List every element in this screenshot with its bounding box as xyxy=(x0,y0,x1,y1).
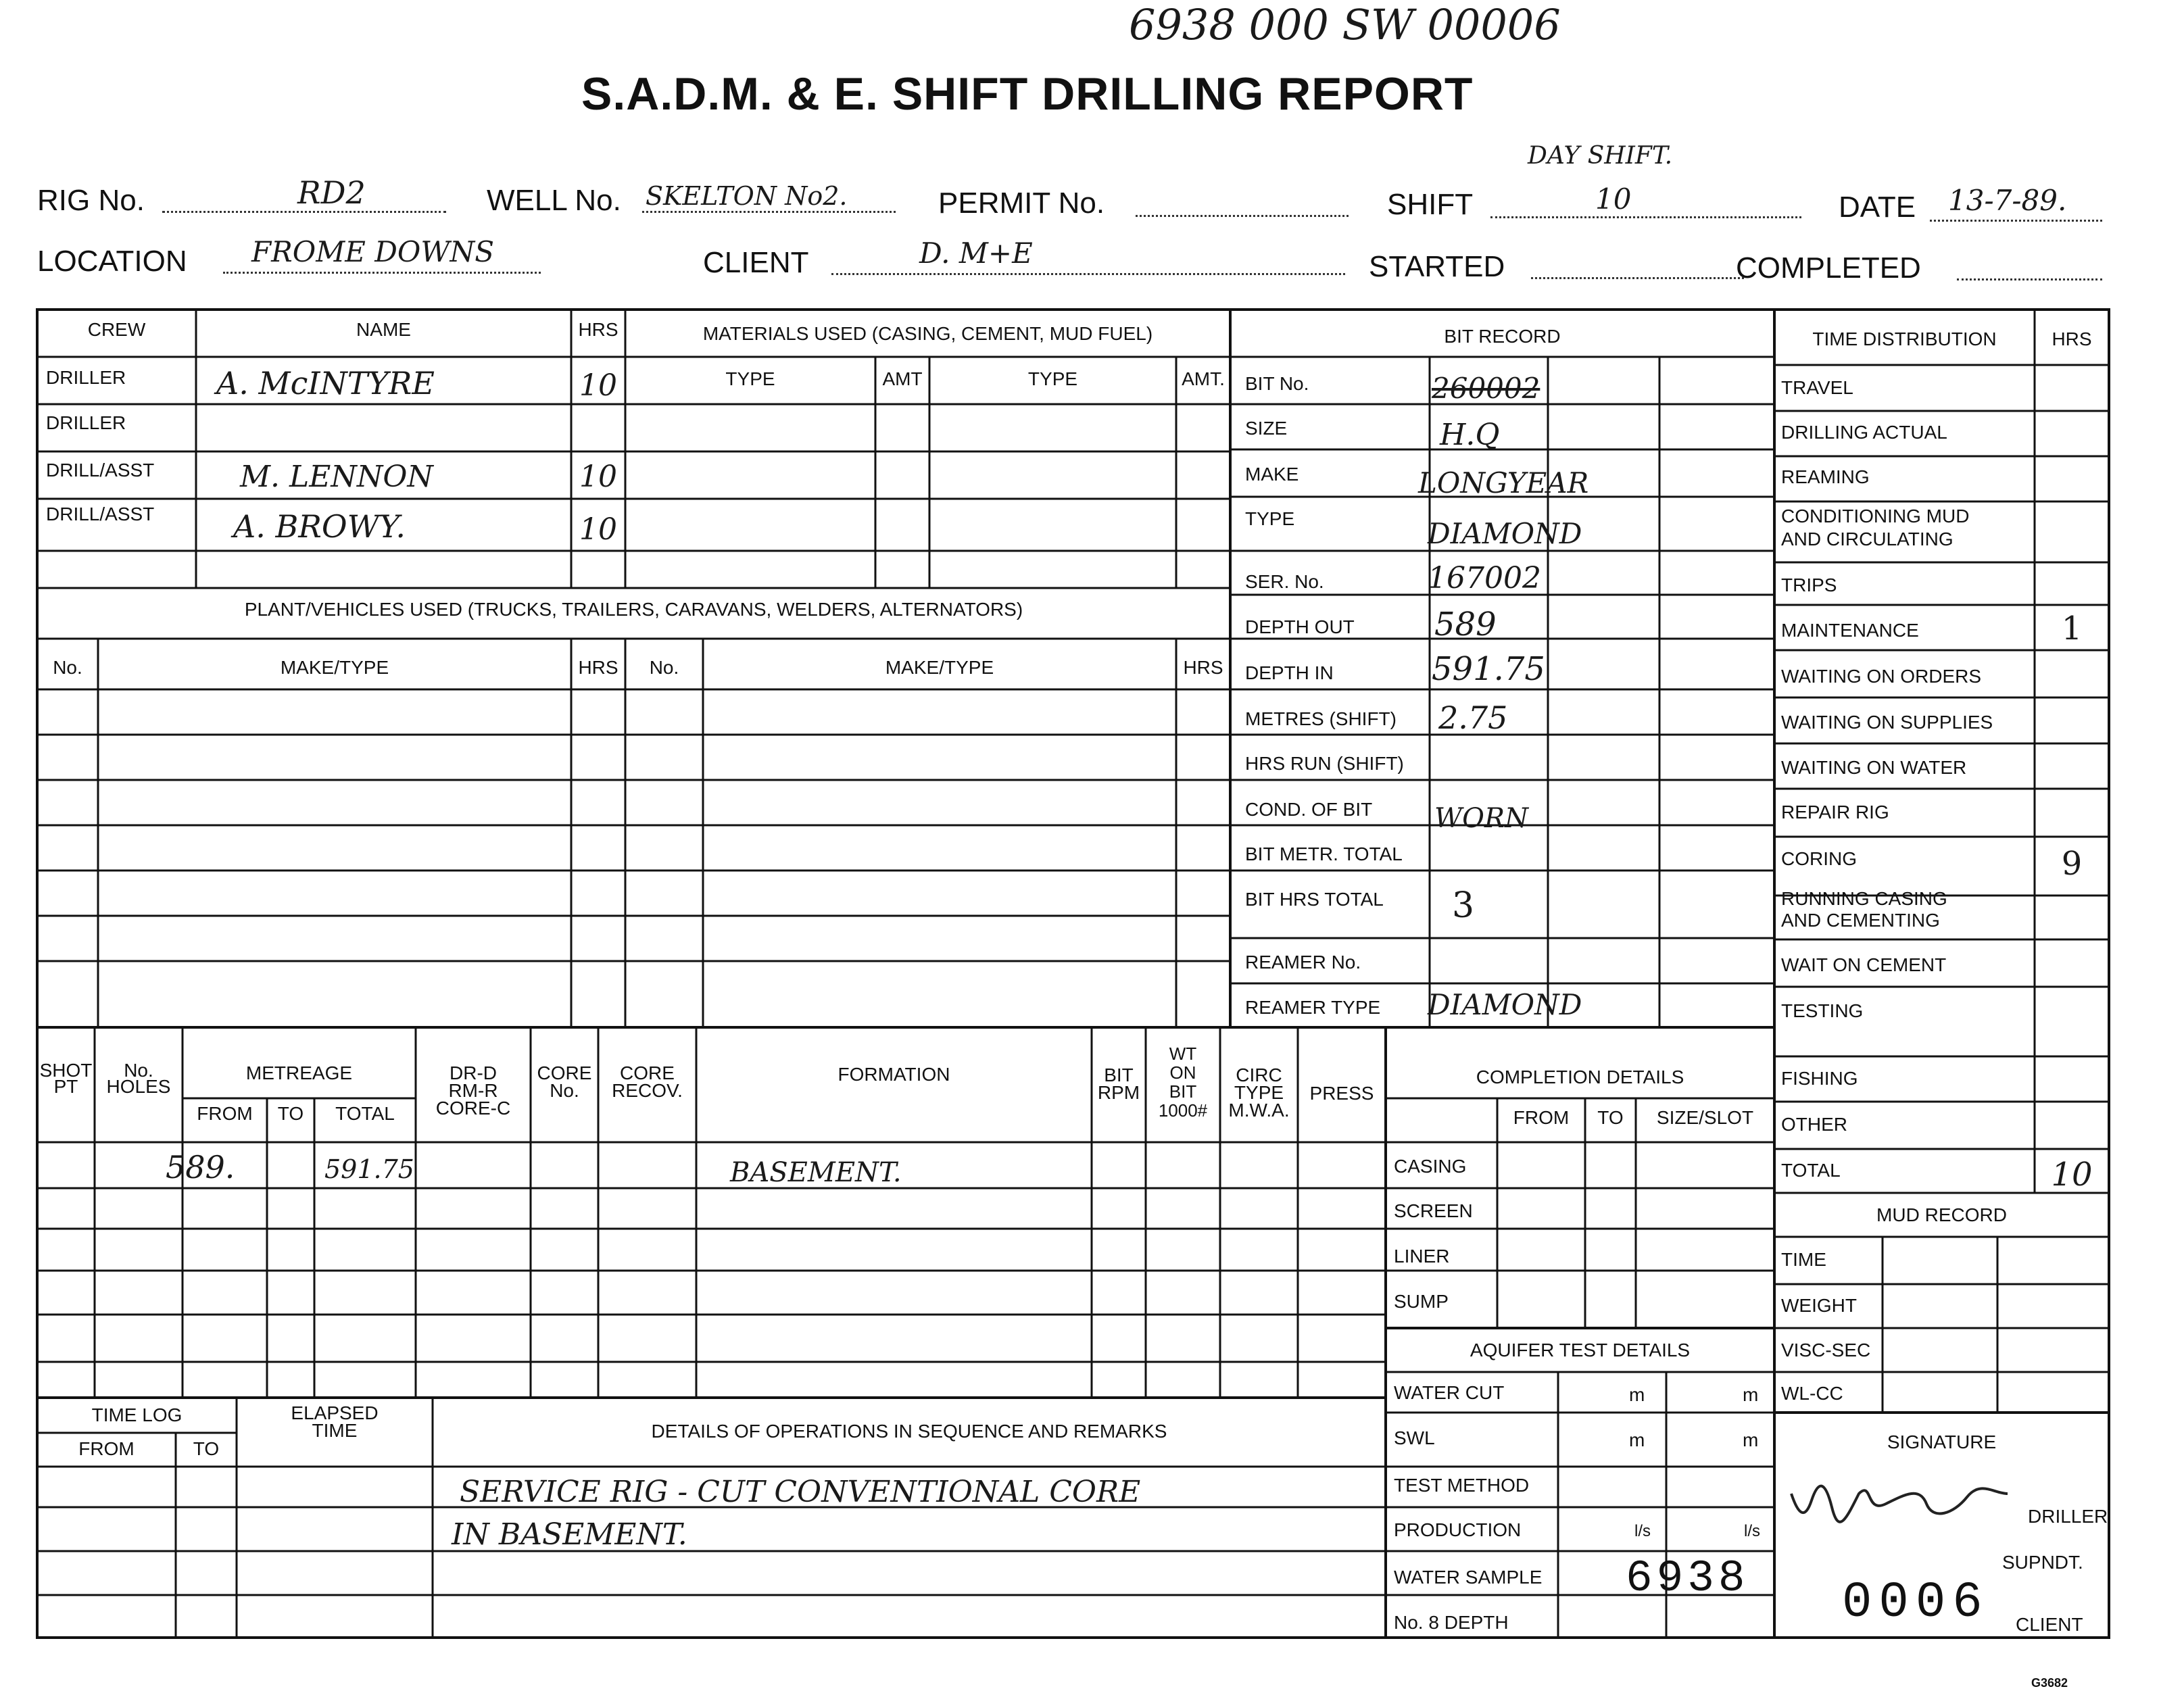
report-title: S.A.D.M. & E. SHIFT DRILLING REPORT xyxy=(581,68,1474,120)
bit-label: REAMER No. xyxy=(1245,952,1361,973)
time-label: DRILLING ACTUAL xyxy=(1781,422,1947,443)
completion-size-header: SIZE/SLOT xyxy=(1656,1107,1754,1128)
depth-label: No. 8 DEPTH xyxy=(1394,1612,1509,1633)
time-label: REPAIR RIG xyxy=(1781,802,1889,823)
metreage-total-value: 591.75 xyxy=(324,1154,414,1184)
time-label: TRAVEL xyxy=(1781,377,1853,398)
swl-label: SWL xyxy=(1394,1427,1435,1448)
bit-label: SIZE xyxy=(1245,418,1288,439)
time-log-to-header: TO xyxy=(193,1438,220,1459)
supndt-label: SUPNDT. xyxy=(2002,1552,2083,1573)
core-no-header: CORE No. xyxy=(537,1062,592,1101)
plant-hrs-header-2: HRS xyxy=(1183,657,1223,678)
time-label: TRIPS xyxy=(1781,574,1837,595)
materials-amt-header-2: AMT. xyxy=(1182,368,1225,389)
time-label: WAITING ON WATER xyxy=(1781,757,1967,778)
signature-stamp-number: 0006 xyxy=(1842,1575,1989,1632)
operations-details-header: DETAILS OF OPERATIONS IN SEQUENCE AND REMARKS xyxy=(651,1421,1167,1442)
core-recov-header: CORE RECOV. xyxy=(612,1062,683,1101)
materials-amt-header: AMT xyxy=(882,368,923,389)
crew-name: M. LENNON xyxy=(240,460,433,494)
formation-value: BASEMENT. xyxy=(730,1157,902,1188)
production-label: PRODUCTION xyxy=(1394,1519,1522,1540)
crew-name: A. McINTYRE xyxy=(216,365,435,401)
time-label: TOTAL xyxy=(1781,1160,1841,1181)
crew-header: CREW xyxy=(87,319,146,340)
metreage-to-header: TO xyxy=(277,1103,304,1124)
time-label: CONDITIONING MUD xyxy=(1781,506,1970,526)
time-label: FISHING xyxy=(1781,1068,1858,1089)
bit-label: TYPE xyxy=(1245,508,1295,529)
bit-value: H.Q xyxy=(1440,418,1500,452)
completion-to-header: TO xyxy=(1597,1107,1624,1128)
materials-title: MATERIALS USED (CASING, CEMENT, MUD FUEL) xyxy=(702,323,1153,344)
bit-rpm-header: BIT RPM xyxy=(1097,1064,1140,1103)
bit-label: COND. OF BIT xyxy=(1245,799,1373,820)
driller-label: DRILLER xyxy=(2028,1506,2108,1527)
water-cut-unit: m xyxy=(1629,1384,1645,1405)
completed-label: COMPLETED xyxy=(1736,251,1921,285)
water-cut-unit-2: m xyxy=(1743,1384,1759,1405)
crew-role: DRILLER xyxy=(46,412,126,433)
bit-value: 591.75 xyxy=(1432,650,1545,688)
time-hrs: 9 xyxy=(2061,845,2083,883)
water-cut-label: WATER CUT xyxy=(1394,1382,1505,1403)
hrs-header: HRS xyxy=(578,319,618,340)
mud-row-label: WL-CC xyxy=(1781,1383,1843,1404)
bit-value: 3 xyxy=(1452,885,1475,926)
completion-title: COMPLETION DETAILS xyxy=(1476,1067,1684,1087)
bit-label: SER. No. xyxy=(1245,571,1324,592)
location-label: LOCATION xyxy=(37,245,187,278)
bit-value: 2.75 xyxy=(1438,700,1508,736)
shift-note: DAY SHIFT. xyxy=(1528,142,1673,170)
crew-role: DRILL/ASST xyxy=(46,504,155,524)
crew-role: DRILL/ASST xyxy=(46,460,155,481)
time-label: WAITING ON SUPPLIES xyxy=(1781,712,1993,733)
rig-value: RD2 xyxy=(297,174,366,211)
metreage-from-value: 589. xyxy=(166,1149,235,1185)
elapsed-time-header: ELAPSED TIME xyxy=(291,1402,379,1441)
time-label: MAINTENANCE xyxy=(1781,620,1919,641)
client-signature-label: CLIENT xyxy=(2016,1614,2083,1635)
time-label: OTHER xyxy=(1781,1114,1847,1135)
crew-role: DRILLER xyxy=(46,367,126,388)
bit-label: DEPTH IN xyxy=(1245,662,1334,683)
bit-label: METRES (SHIFT) xyxy=(1245,708,1397,729)
drd-header: DR-D RM-R CORE-C xyxy=(435,1062,511,1119)
crew-hrs: 10 xyxy=(579,512,617,547)
plant-make-header-2: MAKE/TYPE xyxy=(885,657,994,678)
wt-on-bit-header: WT ON BIT 1000# xyxy=(1158,1044,1208,1121)
mud-row-label: WEIGHT xyxy=(1781,1295,1857,1316)
metreage-total-header: TOTAL xyxy=(335,1103,395,1124)
materials-type-header: TYPE xyxy=(725,368,775,389)
mud-row-label: TIME xyxy=(1781,1249,1826,1270)
completion-from-header: FROM xyxy=(1513,1107,1570,1128)
completion-row-label: LINER xyxy=(1394,1246,1450,1267)
press-header: PRESS xyxy=(1309,1083,1374,1104)
no-holes-header: No. HOLES xyxy=(106,1060,171,1097)
water-sample-stamp: 6938 xyxy=(1626,1553,1749,1604)
bit-label: BIT No. xyxy=(1245,373,1309,394)
name-header: NAME xyxy=(356,319,411,340)
bit-record-title: BIT RECORD xyxy=(1444,326,1561,347)
mud-record-title: MUD RECORD xyxy=(1876,1204,2007,1225)
metreage-from-header: FROM xyxy=(197,1103,253,1124)
bit-value: DIAMOND xyxy=(1428,988,1582,1021)
started-label: STARTED xyxy=(1369,250,1505,283)
bit-value: DIAMOND xyxy=(1428,517,1582,550)
bit-value: 589 xyxy=(1434,606,1497,643)
time-distribution-hrs-header: HRS xyxy=(2052,328,2092,349)
plant-no-header: No. xyxy=(53,657,82,678)
crew-name: A. BROWY. xyxy=(233,508,406,545)
shift-label: SHIFT xyxy=(1387,188,1474,221)
bit-label: DEPTH OUT xyxy=(1245,616,1355,637)
completion-row-label: CASING xyxy=(1394,1156,1467,1177)
date-value: 13-7-89. xyxy=(1948,184,2067,217)
bit-value: WORN xyxy=(1434,803,1529,834)
plant-hrs-header: HRS xyxy=(578,657,618,678)
swl-unit-2: m xyxy=(1743,1429,1759,1450)
form-code: G3682 xyxy=(2031,1676,2068,1690)
time-label: WAITING ON ORDERS xyxy=(1781,666,1982,687)
signature-title: SIGNATURE xyxy=(1887,1431,1997,1452)
bit-label: BIT HRS TOTAL xyxy=(1245,889,1384,910)
bit-value: LONGYEAR xyxy=(1418,466,1589,499)
time-label: CORING xyxy=(1781,848,1857,869)
time-label-line2: AND CIRCULATING xyxy=(1781,529,1954,549)
time-label: RUNNING CASING xyxy=(1781,888,1947,909)
operations-line-2: IN BASEMENT. xyxy=(452,1517,687,1552)
metreage-header: METREAGE xyxy=(245,1062,353,1083)
client-label: CLIENT xyxy=(703,246,809,279)
plant-make-header: MAKE/TYPE xyxy=(280,657,389,678)
shot-pt-header: SHOT PT xyxy=(39,1060,93,1097)
plant-title: PLANT/VEHICLES USED (TRUCKS, TRAILERS, CARAVANS, WELDERS, ALTERNATORS) xyxy=(244,599,1023,620)
production-unit: l/s xyxy=(1634,1522,1651,1540)
time-label-line2: AND CEMENTING xyxy=(1781,910,1940,931)
location-value: FROME DOWNS xyxy=(251,235,495,268)
swl-unit: m xyxy=(1629,1429,1645,1450)
permit-label: PERMIT No. xyxy=(938,187,1105,220)
time-log-title: TIME LOG xyxy=(91,1404,183,1425)
completion-row-label: SCREEN xyxy=(1394,1200,1473,1221)
completion-row-label: SUMP xyxy=(1394,1291,1449,1312)
bit-label: REAMER TYPE xyxy=(1245,997,1381,1018)
time-hrs: 1 xyxy=(2061,610,2083,647)
mud-row-label: VISC-SEC xyxy=(1781,1340,1871,1361)
well-label: WELL No. xyxy=(487,184,621,217)
date-label: DATE xyxy=(1839,191,1916,224)
bit-label: BIT METR. TOTAL xyxy=(1245,843,1403,864)
production-unit-2: l/s xyxy=(1744,1522,1760,1540)
driller-signature-scribble xyxy=(1785,1473,2014,1527)
time-distribution-title: TIME DISTRIBUTION xyxy=(1812,328,1997,349)
time-label: REAMING xyxy=(1781,466,1870,487)
materials-type-header-2: TYPE xyxy=(1027,368,1078,389)
water-sample-label: WATER SAMPLE xyxy=(1394,1567,1543,1588)
crew-hrs: 10 xyxy=(579,368,617,403)
plant-no-header-2: No. xyxy=(649,657,679,678)
bit-value: 167002 xyxy=(1428,561,1541,595)
client-value: D. M+E xyxy=(919,237,1033,270)
bit-value: 260002 xyxy=(1432,372,1540,405)
test-method-label: TEST METHOD xyxy=(1394,1475,1530,1496)
bit-label: MAKE xyxy=(1245,464,1299,485)
shift-value: 10 xyxy=(1595,182,1632,216)
top-handwritten-reference: 6938 000 SW 00006 xyxy=(1129,0,1561,49)
time-hrs: 10 xyxy=(2051,1156,2093,1194)
time-log-from-header: FROM xyxy=(78,1438,135,1459)
formation-header: FORMATION xyxy=(838,1064,950,1085)
time-label: WAIT ON CEMENT xyxy=(1781,954,1947,975)
aquifer-title: AQUIFER TEST DETAILS xyxy=(1470,1340,1691,1361)
rig-label: RIG No. xyxy=(37,184,145,217)
bit-label: HRS RUN (SHIFT) xyxy=(1245,753,1404,774)
crew-hrs: 10 xyxy=(579,460,617,494)
time-label: TESTING xyxy=(1781,1000,1864,1021)
operations-line-1: SERVICE RIG - CUT CONVENTIONAL CORE xyxy=(460,1475,1141,1509)
circ-type-header: CIRC TYPE M.W.A. xyxy=(1228,1064,1290,1121)
well-value: SKELTON No2. xyxy=(646,181,848,211)
